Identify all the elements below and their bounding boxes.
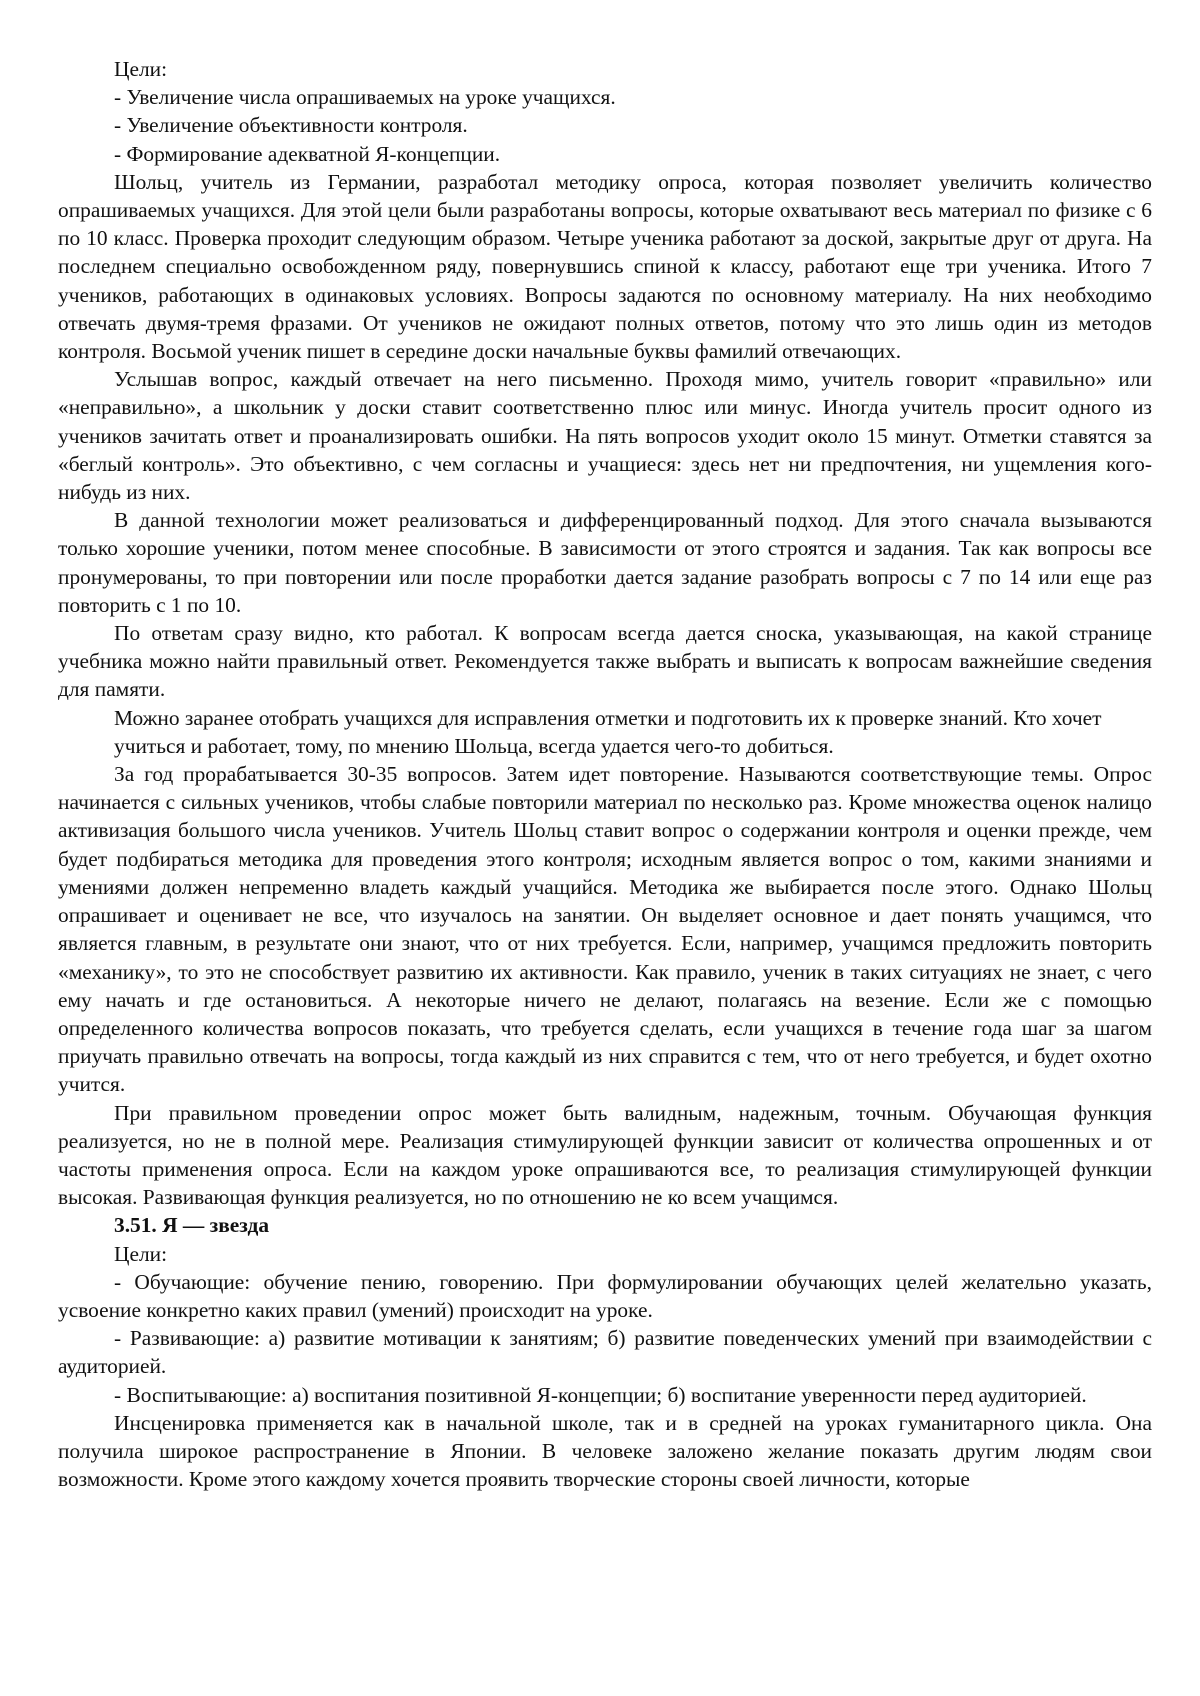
paragraph: В данной технологии может реализоваться и дифференцированный подход. Для этого сначала вызываются только хорошие ученики, потом менее способные. В зависимости от этого строятся и задания. Так как вопросы все пронумерованы, то при повторении или после проработки дается задание разобрать вопросы с 7 по 14 или еще раз повторить с 1 по 10.	[58, 508, 1152, 617]
document-page	[58, 55, 1152, 1493]
goal-item: - Развивающие: а) развитие мотивации к занятиям; б) развитие поведенческих умений при взаимодействии с аудиторией.	[58, 1326, 1152, 1379]
paragraph: По ответам сразу видно, кто работал. К вопросам всегда дается сноска, указывающая, на какой странице учебника можно найти правильный ответ. Рекомендуется также выбрать и выписать к вопросам важнейшие сведения для памяти.	[58, 621, 1152, 702]
paragraph-continuation: учиться и работает, тому, по мнению Шольца, всегда удается чего-то добиться.	[114, 733, 834, 758]
paragraph: При правильном проведении опрос может быть валидным, надежным, точным. Обучающая функция реализуется, но не в полной мере. Реализация стимулирующей функции зависит от количества опрошенных и от частоты применения опроса. Если на каждом уроке опрашиваются все, то реализация стимулирующей функции высокая. Развивающая функция реализуется, но по отношению не ко всем учащимся.	[58, 1100, 1152, 1210]
goals-label: Цели:	[114, 1241, 168, 1266]
goal-item: - Обучающие: обучение пению, говорению. При формулировании обучающих целей желательно указать, усвоение конкретно каких правил (умений) происходит на уроке.	[58, 1269, 1152, 1322]
paragraph: Услышав вопрос, каждый отвечает на него письменно. Проходя мимо, учитель говорит «правильно» или «неправильно», а школьник у доски ставит соответственно плюс или минус. Иногда учитель просит одного из учеников зачитать ответ и проанализировать ошибки. На пять вопросов уходит около 15 минут. Отметки ставятся за «беглый контроль». Это объективно, с чем согласны и учащиеся: здесь нет ни предпочтения, ни ущемления кого-нибудь из них.	[58, 367, 1152, 505]
goal-item: - Увеличение числа опрашиваемых на уроке учащихся.	[114, 85, 616, 110]
paragraph: Инсценировка применяется как в начальной школе, так и в средней на уроках гуманитарного цикла. Она получила широкое распространение в Японии. В человеке заложено желание показать другим людям свои возможности. Кроме этого каждому хочется проявить творческие стороны своей личности, которые	[58, 1410, 1152, 1492]
paragraph: Можно заранее отобрать учащихся для исправления отметки и подготовить их к проверке знаний. Кто хочет	[114, 705, 1102, 730]
section-heading: 3.51. Я — звезда	[114, 1213, 270, 1238]
paragraph: За год прорабатывается 30-35 вопросов. Затем идет повторение. Называются соответствующие темы. Опрос начинается с сильных учеников, чтобы слабые повторили материал по несколько раз. Кроме множества оценок налицо активизация большого числа учеников. Учитель Шольц ставит вопрос о содержании контроля и оценки прежде, чем будет подбираться методика для проведения этого контроля; исходным является вопрос о том, какими знаниями и умениями должен непременно владеть каждый учащийся. Методика же выбирается после этого. Однако Шольц опрашивает и оценивает не все, что изучалось на занятии. Он выделяет основное и дает понять учащимся, что является главным, в результате они знают, что от них требуется. Если, например, учащимся предложить повторить «механику», то это не способствует развитию их активности. Как правило, ученик в таких ситуациях не знает, с чего ему начать и где остановиться. А некоторые ничего не делают, полагаясь на везение. Если же с помощью определенного количества вопросов показать, что требуется сделать, если учащихся в течение года шаг за шагом приучать правильно отвечать на вопросы, тогда каждый из них справится с тем, что от него требуется, и будет охотно учится.	[58, 762, 1152, 1097]
goal-item: - Увеличение объективности контроля.	[114, 113, 468, 138]
paragraph: Шольц, учитель из Германии, разработал методику опроса, которая позволяет увеличить количество опрашиваемых учащихся. Для этой цели были разработаны вопросы, которые охватывают весь материал по физике с 6 по 10 класс. Проверка проходит следующим образом. Четыре ученика работают за доской, закрытые друг от друга. На последнем специально освобожденном ряду, повернувшись спиной к классу, работают еще три ученика. Итого 7 учеников, работающих в одинаковых условиях. Вопросы задаются по основному материалу. На них необходимо отвечать двумя-тремя фразами. От учеников не ожидают полных ответов, потому что это лишь один из методов контроля. Восьмой ученик пишет в середине доски начальные буквы фамилий отвечающих.	[58, 169, 1152, 364]
goal-item: - Воспитывающие: а) воспитания позитивной Я-концепции; б) воспитание уверенности перед аудиторией.	[114, 1382, 1087, 1407]
goals-label: Цели:	[114, 57, 168, 81]
goal-item: - Формирование адекватной Я-концепции.	[114, 141, 501, 166]
